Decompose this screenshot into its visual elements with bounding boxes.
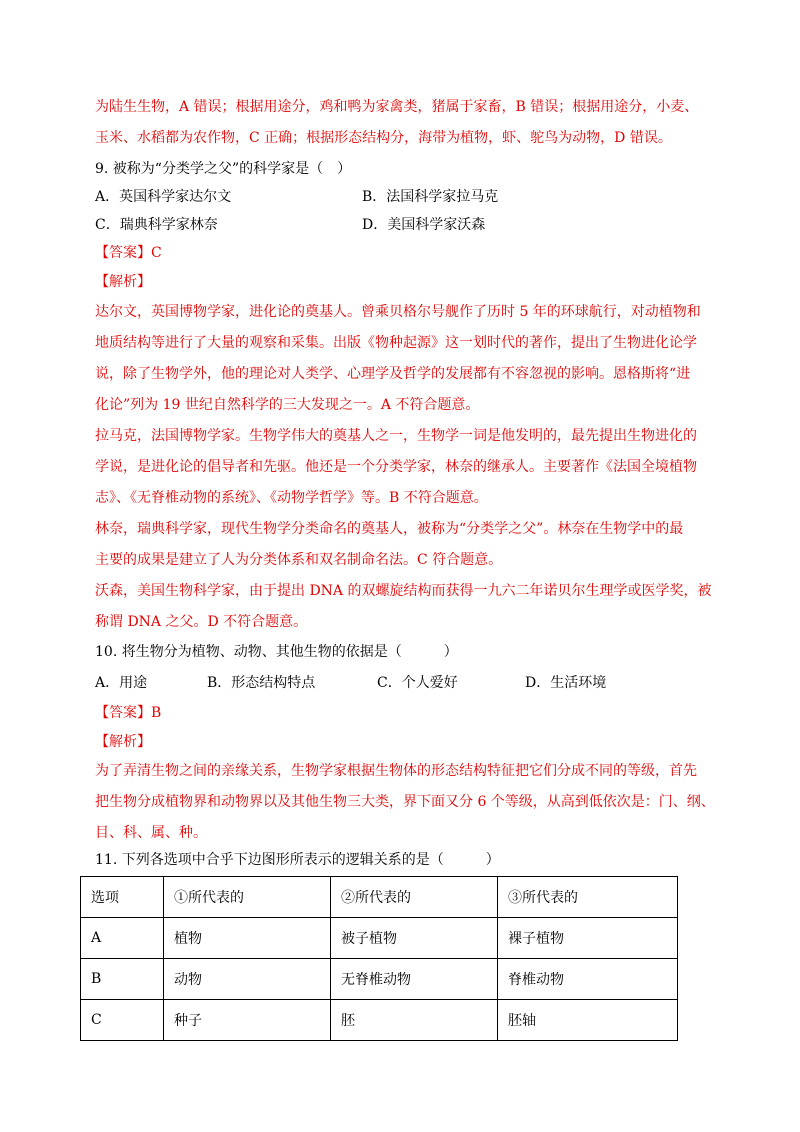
q10-analysis-line-3: 目、科、属、种。 <box>95 825 207 841</box>
q9-option-d: D．美国科学家沃森 <box>362 217 486 233</box>
prev-analysis-line-2: 玉米、水稻都为农作物，C 正确；根据形态结构分，海带为植物，虾、鸵鸟为动物，D 错误。 <box>95 130 672 146</box>
q10-stem: 10. 将生物分为植物、动物、其他生物的依据是（ ） <box>95 644 458 660</box>
table-header-cell: 选项 <box>81 877 164 918</box>
q9-analysis-line-2: 地质结构等进行了大量的观察和采集。出版《物种起源》这一划时代的著作，提出了生物进化论学 <box>95 335 697 351</box>
q10-option-c: C．个人爱好 <box>377 675 458 691</box>
table-cell: 动物 <box>164 959 331 1000</box>
q9-analysis-line-6: 学说，是进化论的倡导者和先驱。他还是一个分类学家，林奈的继承人。主要著作《法国全境植物 <box>95 459 697 475</box>
q9-analysis-line-3: 说，除了生物学外，他的理论对人类学、心理学及哲学的发展都有不容忽视的影响。恩格斯将“进 <box>95 366 691 382</box>
table-cell: 植物 <box>164 918 331 959</box>
q9-analysis-line-10: 沃森，美国生物科学家，由于提出 DNA 的双螺旋结构而获得一九六二年诺贝尔生理学或医学奖，被 <box>95 583 712 599</box>
q9-analysis-label: 【解析】 <box>95 274 151 290</box>
q10-answer: 【答案】B <box>95 705 162 721</box>
table-header-row <box>81 877 678 918</box>
q9-analysis-line-5: 拉马克，法国博物学家。生物学伟大的奠基人之一，生物学一词是他发明的，最先提出生物进化的 <box>95 428 697 444</box>
table-row <box>81 959 678 1000</box>
table-header-cell: ②所代表的 <box>331 877 498 918</box>
table-cell: 胚轴 <box>498 1000 678 1041</box>
table-cell: C <box>81 1000 164 1041</box>
table-cell: B <box>81 959 164 1000</box>
q10-option-b: B．形态结构特点 <box>207 675 316 691</box>
q11-stem: 11. 下列各选项中合乎下边图形所表示的逻辑关系的是（ ） <box>95 852 500 868</box>
q9-analysis-line-7: 志》、《无脊椎动物的系统》、《动物学哲学》等。B 不符合题意。 <box>95 490 488 506</box>
table-cell: 胚 <box>331 1000 498 1041</box>
q9-analysis-line-8: 林奈，瑞典科学家，现代生物学分类命名的奠基人，被称为“分类学之父”。林奈在生物学中的最 <box>95 521 684 537</box>
q10-option-d: D．生活环境 <box>525 675 607 691</box>
q9-analysis-line-1: 达尔文，英国博物学家，进化论的奠基人。曾乘贝格尔号舰作了历时 5 年的环球航行，对动植物和 <box>95 304 701 320</box>
q9-answer: 【答案】C <box>95 245 162 261</box>
q11-table <box>80 876 678 1041</box>
q10-analysis-label: 【解析】 <box>95 734 151 750</box>
q9-stem: 9. 被称为“分类学之父”的科学家是（ ） <box>95 161 352 177</box>
table-row <box>81 918 678 959</box>
table-row <box>81 1000 678 1041</box>
table-cell: 裸子植物 <box>498 918 678 959</box>
prev-analysis-line-1: 为陆生生物，A 错误；根据用途分，鸡和鸭为家禽类，猪属于家畜，B 错误；根据用途分，小麦、 <box>95 99 699 115</box>
q9-option-c: C．瑞典科学家林奈 <box>95 217 218 233</box>
q10-analysis-line-1: 为了弄清生物之间的亲缘关系，生物学家根据生物体的形态结构特征把它们分成不同的等级，首先 <box>95 763 697 779</box>
table-cell: 种子 <box>164 1000 331 1041</box>
q9-analysis-line-4: 化论”列为 19 世纪自然科学的三大发现之一。A 不符合题意。 <box>95 397 480 413</box>
q10-analysis-line-2: 把生物分成植物界和动物界以及其他生物三大类，界下面又分 6 个等级，从高到低依次是：门、纲、 <box>95 794 715 810</box>
table-header-cell: ③所代表的 <box>498 877 678 918</box>
table-cell: A <box>81 918 164 959</box>
q9-analysis-line-11: 称谓 DNA 之父。D 不符合题意。 <box>95 614 308 630</box>
q10-option-a: A．用途 <box>95 675 148 691</box>
q9-option-b: B．法国科学家拉马克 <box>362 189 499 205</box>
q9-option-a: A．英国科学家达尔文 <box>95 189 232 205</box>
table-cell: 无脊椎动物 <box>331 959 498 1000</box>
table-header-cell: ①所代表的 <box>164 877 331 918</box>
table-cell: 脊椎动物 <box>498 959 678 1000</box>
q9-analysis-line-9: 主要的成果是建立了人为分类体系和双名制命名法。C 符合题意。 <box>95 552 503 568</box>
table-cell: 被子植物 <box>331 918 498 959</box>
